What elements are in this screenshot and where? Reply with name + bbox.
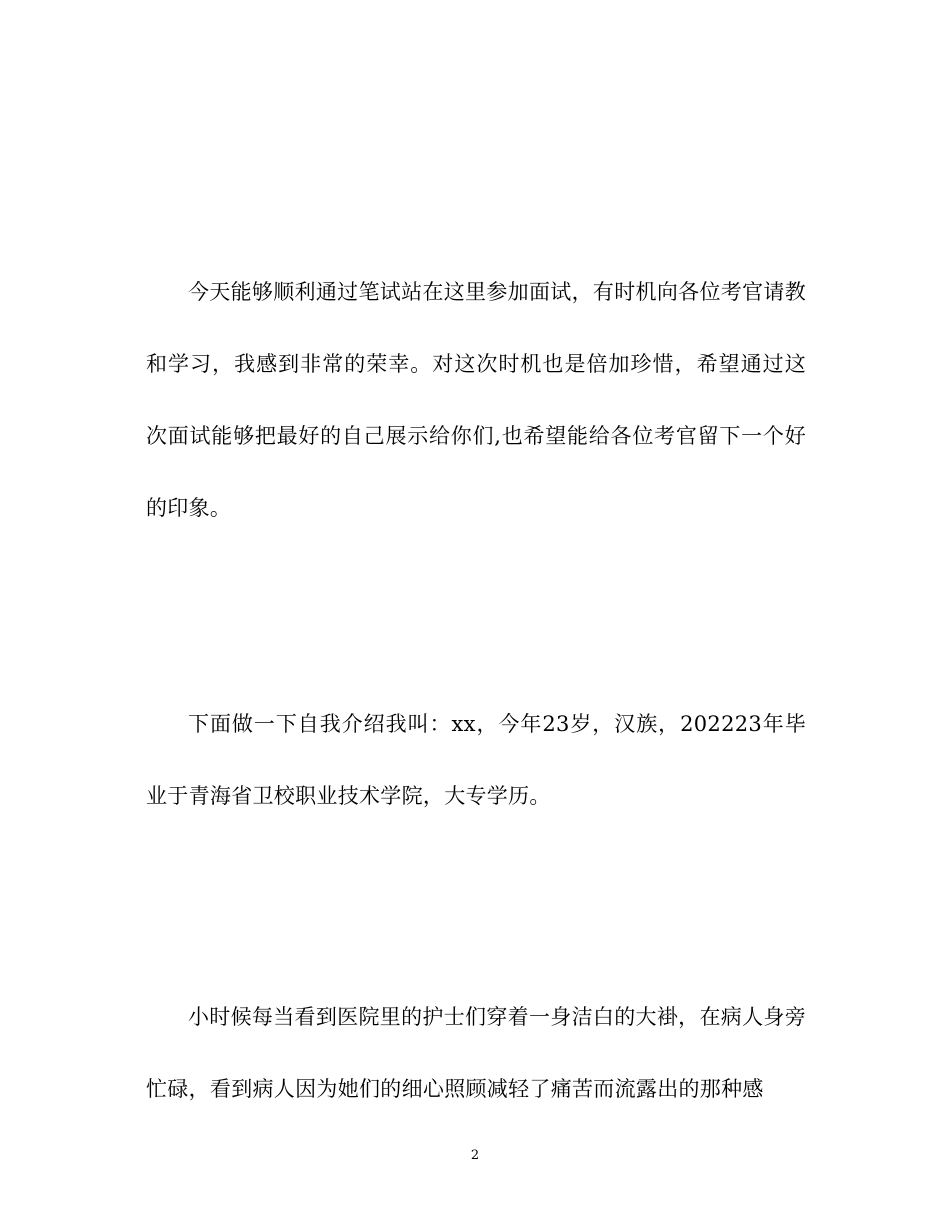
- page-number: 2: [470, 1148, 480, 1163]
- paragraph-self-introduction: 下面做一下自我介绍我叫：xx，今年23岁，汉族，202223年毕业于青海省卫校职业技术学院，大专学历。: [146, 712, 806, 808]
- paragraph-greeting: 今天能够顺利通过笔试站在这里参加面试，有时机向各位考官请教和学习，我感到非常的荣幸。对这次时机也是倍加珍惜，希望通过这次面试能够把最好的自己展示给你们,也希望能给各位考官留下一个好的印象。: [146, 280, 806, 520]
- paragraph-childhood-motivation: 小时候每当看到医院里的护士们穿着一身洁白的大褂，在病人身旁忙碌，看到病人因为她们的细心照顾减轻了痛苦而流露出的那种感: [146, 1005, 806, 1101]
